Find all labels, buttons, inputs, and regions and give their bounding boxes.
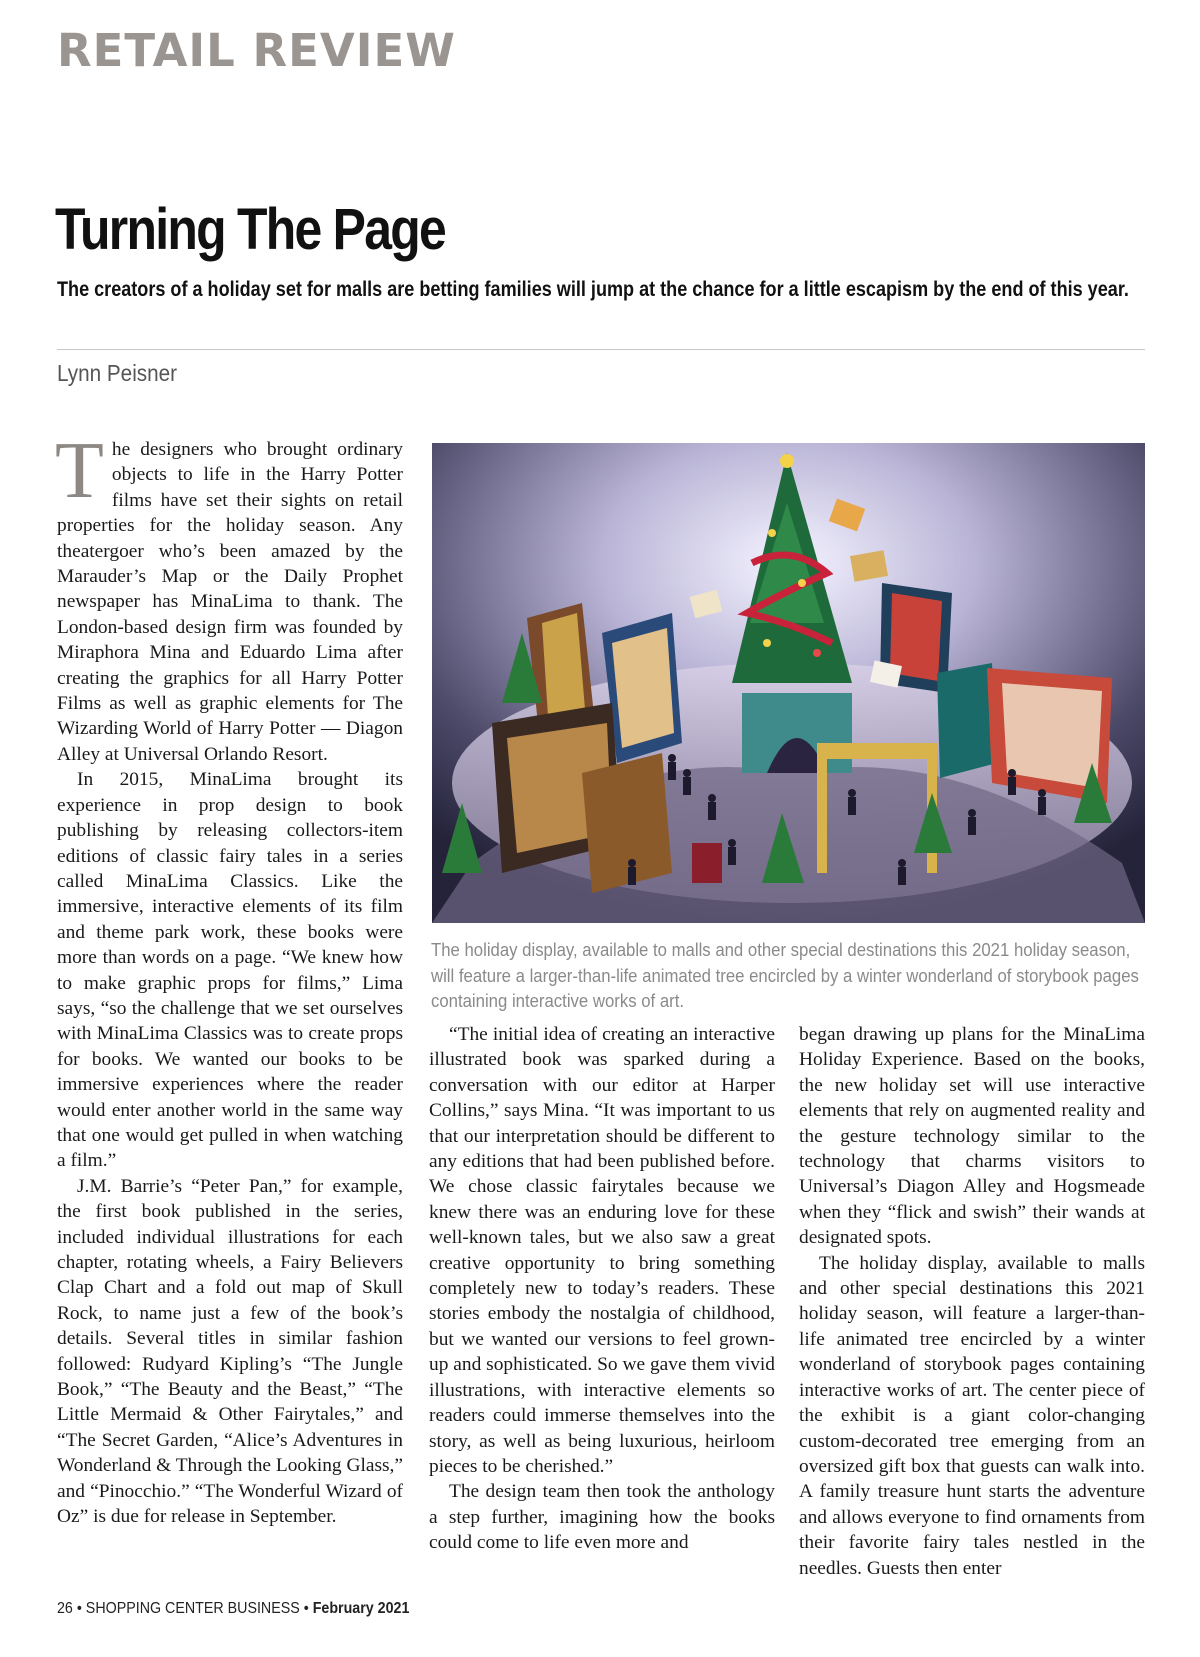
issue-date: February 2021 xyxy=(312,1600,410,1617)
footer-separator: • xyxy=(303,1600,309,1617)
body-column-2 xyxy=(429,1022,775,1556)
drop-cap: T xyxy=(55,427,104,515)
body-column-1 xyxy=(55,427,403,1529)
body-paragraph: The holiday display, available to malls and other special destinations this 2021 holiday season, will feature a larger-than-life animated tree encircled by a winter wonderland of storybook pages containing interactive works of art. The center piece of the exhibit is a giant color-changing custom-decorated tree emerging from an oversized gift box that guests can walk into. A family treasure hunt starts the adventure and allows everyone to find ornaments from their favorite fairy tales nestled in the needles. Guests then enter xyxy=(799,1252,1145,1579)
body-paragraph: In 2015, MinaLima brought its experience in prop design to book publishing by releasing collectors-item editions of classic fairy tales in a series called MinaLima Classics. Like the immersive, interactive elements of its film and theme park work, these books were more than words on a page. “We knew how to make graphic props for films,” Lima says, “so the challenge that we set ourselves with MinaLima Classics was to create props for books. We wanted our books to be immersive experiences where the reader would enter another world in the same way that one would get pulled in when watching a film.” xyxy=(57,769,403,1172)
paragraph-text: he designers who brought ordinary objects to life in the Harry Potter films have set their sights on retail properties for the holiday season. Any theatergoer who’s been amazed by the Marauder’s Map or the Daily Prophet newspaper has MinaLima to thank. The London-based design firm was founded by Miraphora Mina and Eduardo Lima after creating the graphics for all Harry Potter Films as well as graphic elements for The Wizarding World of Harry Potter — Diagon Alley at Universal Orlando Resort. xyxy=(57,439,403,765)
byline: Lynn Peisner xyxy=(57,360,178,386)
figure-caption: The holiday display, available to malls and other special destinations this 2021 holiday season, will feature a larger-than-life animated tree encircled by a winter wonderland of storybook pages containing interactive works of art. xyxy=(431,939,1139,1011)
article-headline: Turning The Page xyxy=(55,197,446,262)
body-paragraph: began drawing up plans for the MinaLima Holiday Experience. Based on the books, the new holiday set will use interactive elements that rely on augmented reality and the gesture technology similar to the technology that charms visitors to Universal’s Diagon Alley and Hogsmeade when they “flick and swish” their wands at designated spots. xyxy=(799,1024,1145,1249)
publication-name: SHOPPING CENTER BUSINESS xyxy=(85,1600,300,1617)
holiday-display-illustration xyxy=(432,443,1145,923)
body-paragraph: The design team then took the anthology a step further, imagining how the books could come to life even more and xyxy=(429,1481,775,1554)
page-footer xyxy=(57,1600,409,1618)
section-label: RETAIL REVIEW xyxy=(57,24,456,77)
article-deck: The creators of a holiday set for malls are betting families will jump at the chance for a little escapism by the end of this year. xyxy=(57,278,1129,301)
divider-rule xyxy=(57,349,1145,350)
body-paragraph xyxy=(55,427,403,767)
body-paragraph: J.M. Barrie’s “Peter Pan,” for example, the first book published in the series, included individual illustrations for each chapter, rotating wheels, a Fairy Believers Clap Chart and a fold out map of Skull Rock, to name just a few of the book’s details. Several titles in similar fashion followed: Rudyard Kipling’s “The Jungle Book,” “The Beauty and the Beast,” “The Little Mermaid & Other Fairytales,” and “The Secret Garden, “Alice’s Adventures in Wonderland & Through the Looking Glass,” and “Pinocchio.” “The Wonderful Wizard of Oz” is due for release in September. xyxy=(57,1175,403,1528)
body-column-3 xyxy=(799,1022,1145,1581)
footer-separator: • xyxy=(76,1600,82,1617)
page-number: 26 xyxy=(57,1600,73,1617)
body-paragraph: “The initial idea of creating an interactive illustrated book was sparked during a conversation with our editor at Harper Collins,” says Mina. “It was important to us that our interpretation should be different to any editions that had been published before. We chose classic fairytales because we knew there was an enduring love for these well-known tales, but we also saw a great creative opportunity to bring something completely new to today’s readers. These stories embody the nostalgia of childhood, but we wanted our versions to feel grown-up and sophisticated. So we gave them vivid illustrations, with interactive elements so readers could immerse themselves into the story, as well as being luxurious, heirloom pieces to be cherished.” xyxy=(429,1024,775,1477)
